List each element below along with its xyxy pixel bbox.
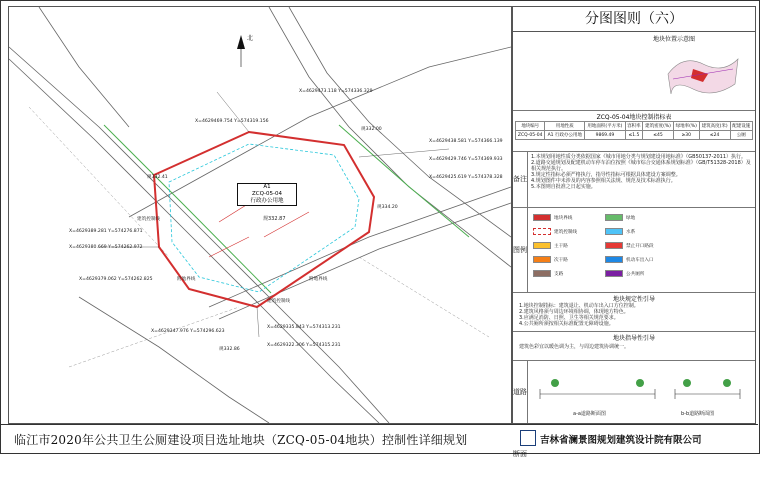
note-item: 4.规划图件中未涉及的内容参照相关法规、规范及技术标准执行。 xyxy=(531,178,676,184)
table-header: 用地性质 xyxy=(545,122,585,131)
height-label: 规332.87 xyxy=(263,216,286,222)
coord-label: X=4629469.754 Y=574319.156 xyxy=(195,119,269,124)
rules-title: 地块规定性引导 xyxy=(612,296,655,303)
legend-label: 图例 xyxy=(513,208,528,292)
table-header: 建筑高度(米) xyxy=(699,122,730,131)
road-label: 道路断面 xyxy=(513,361,528,423)
notes-label: 备注 xyxy=(513,152,528,207)
index-section xyxy=(513,111,755,152)
coord-label: X=4629425.619 Y=574378.328 xyxy=(429,175,503,180)
guide-section xyxy=(513,332,755,361)
note-item: 2.道路交通规划及配建机动车停车泊位按照《城市综合交通体系规划标准》（GB/T51328-2018）及相关规范执行。 xyxy=(531,160,751,172)
rule-item: 4.公共厕所须按相关标准配置无障碍设施。 xyxy=(519,321,614,327)
guide-text: 建筑色彩宜以暖色调为主，与周边建筑协调统一。 xyxy=(519,344,630,350)
note-item: 1.本规划用地性质分类依据国家《城市用地分类与规划建设用地标准》（GB50137-2011）执行。 xyxy=(531,154,747,160)
location-header: 地块位置示意图 xyxy=(653,36,696,43)
company-logo-icon xyxy=(520,430,536,446)
road-caption: a-a道路断面图 xyxy=(573,411,606,417)
rules-section xyxy=(513,293,755,332)
coord-label: X=4629347.976 Y=574296.623 xyxy=(151,329,225,334)
table-header: 绿地率(%) xyxy=(673,122,699,131)
table-cell: ≤1.5 xyxy=(625,131,643,140)
legend-item: 公共厕所 xyxy=(605,270,644,277)
location-map xyxy=(663,44,743,106)
road-section-drawing xyxy=(535,369,745,409)
coord-label: X=4629429.746 Y=574369.933 xyxy=(429,157,503,162)
north-label: 北 xyxy=(247,35,254,42)
road-caption: b-b道路断面图 xyxy=(681,411,715,417)
legend-item: 水系 xyxy=(605,228,635,235)
legend-item: 机动车出入口 xyxy=(605,256,654,263)
map-label: 附地界线 xyxy=(309,277,328,282)
map-drawing xyxy=(9,7,511,423)
coord-label: X=4629322.306 Y=574315.231 xyxy=(267,343,341,348)
note-item: 3.规定性指标必须严格执行，指导性指标可根据具体建设方案调整。 xyxy=(531,172,681,178)
note-item: 5.本图则自批准之日起实施。 xyxy=(531,184,596,190)
notes-list xyxy=(531,154,751,190)
map-label: 规332.41 xyxy=(147,175,168,180)
map-label: 规332.86 xyxy=(219,347,240,352)
legend-item: 主干路 xyxy=(533,242,568,249)
block-code: ZCQ-05-04 xyxy=(251,191,283,197)
legend-item: 地块界线 xyxy=(533,214,572,221)
coord-label: X=4629379.062 Y=574262.825 xyxy=(79,277,153,282)
coord-label: X=4629335.843 Y=574313.231 xyxy=(267,325,341,330)
legend-section xyxy=(513,208,755,293)
panel-title: 分图图则（六） xyxy=(513,7,755,32)
legend-item: 支路 xyxy=(533,270,563,277)
legend-item: 次干路 xyxy=(533,256,568,263)
index-title: ZCQ-05-04地块控制指标表 xyxy=(596,114,672,121)
table-cell: ≥30 xyxy=(673,131,699,140)
table-cell: 9869.49 xyxy=(585,131,625,140)
table-cell: A1 行政办公用地 xyxy=(545,131,585,140)
table-cell: ≤45 xyxy=(643,131,674,140)
coord-label: X=4629380.669 Y=574262.972 xyxy=(69,245,143,250)
map-label: 建筑控制线 xyxy=(267,299,290,304)
location-section xyxy=(513,32,755,111)
rule-item: 1.地块控制指标：建筑退让、机动车出入口方位控制。 xyxy=(519,303,639,309)
rules-list xyxy=(519,303,751,327)
map-label: 建筑控制线 xyxy=(137,217,160,222)
table-cell: ZCQ-05-04 xyxy=(516,131,545,140)
map-label: 规334.20 xyxy=(377,205,398,210)
legend-item: 禁止开口路段 xyxy=(605,242,654,249)
map-label: 附地界线 xyxy=(177,277,196,282)
rule-item: 2.建筑风格须与周边环境相协调，体现地方特色。 xyxy=(519,309,629,315)
table-cell: ≤24 xyxy=(699,131,730,140)
block-use: 行政办公用地 xyxy=(250,198,284,204)
rule-item: 3.应满足消防、日照、卫生等相关规范要求。 xyxy=(519,315,619,321)
legend-item: 建筑控制线 xyxy=(533,228,577,235)
table-header: 容积率 xyxy=(625,122,643,131)
title-bar xyxy=(0,424,758,453)
table-header: 用地面积(平方米) xyxy=(585,122,625,131)
table-cell: 公厕 xyxy=(730,131,752,140)
notes-section xyxy=(513,152,755,208)
legend-item: 绿地 xyxy=(605,214,635,221)
plan-title: 临江市2020年公共卫生公厕建设项目选址地块（ZCQ-05-04地块）控制性详细规划 xyxy=(14,433,468,447)
block-label xyxy=(237,183,297,206)
guide-title: 地块指导性引导 xyxy=(612,335,655,342)
coord-label: X=4629473.118 Y=574336.329 xyxy=(299,89,373,94)
site-map xyxy=(8,6,512,424)
index-table xyxy=(515,121,753,140)
coord-label: X=4629438.581 Y=574366.139 xyxy=(429,139,503,144)
block-id: A1 xyxy=(263,184,271,190)
table-header: 配建设施 xyxy=(730,122,752,131)
coord-label: X=4629389.281 Y=574276.871 xyxy=(69,229,143,234)
map-label: 规332.00 xyxy=(361,127,382,132)
company-name: 吉林省澜景图规划建筑设计院有限公司 xyxy=(540,435,702,446)
table-header: 地块编号 xyxy=(516,122,545,131)
table-header: 建筑密度(%) xyxy=(643,122,674,131)
